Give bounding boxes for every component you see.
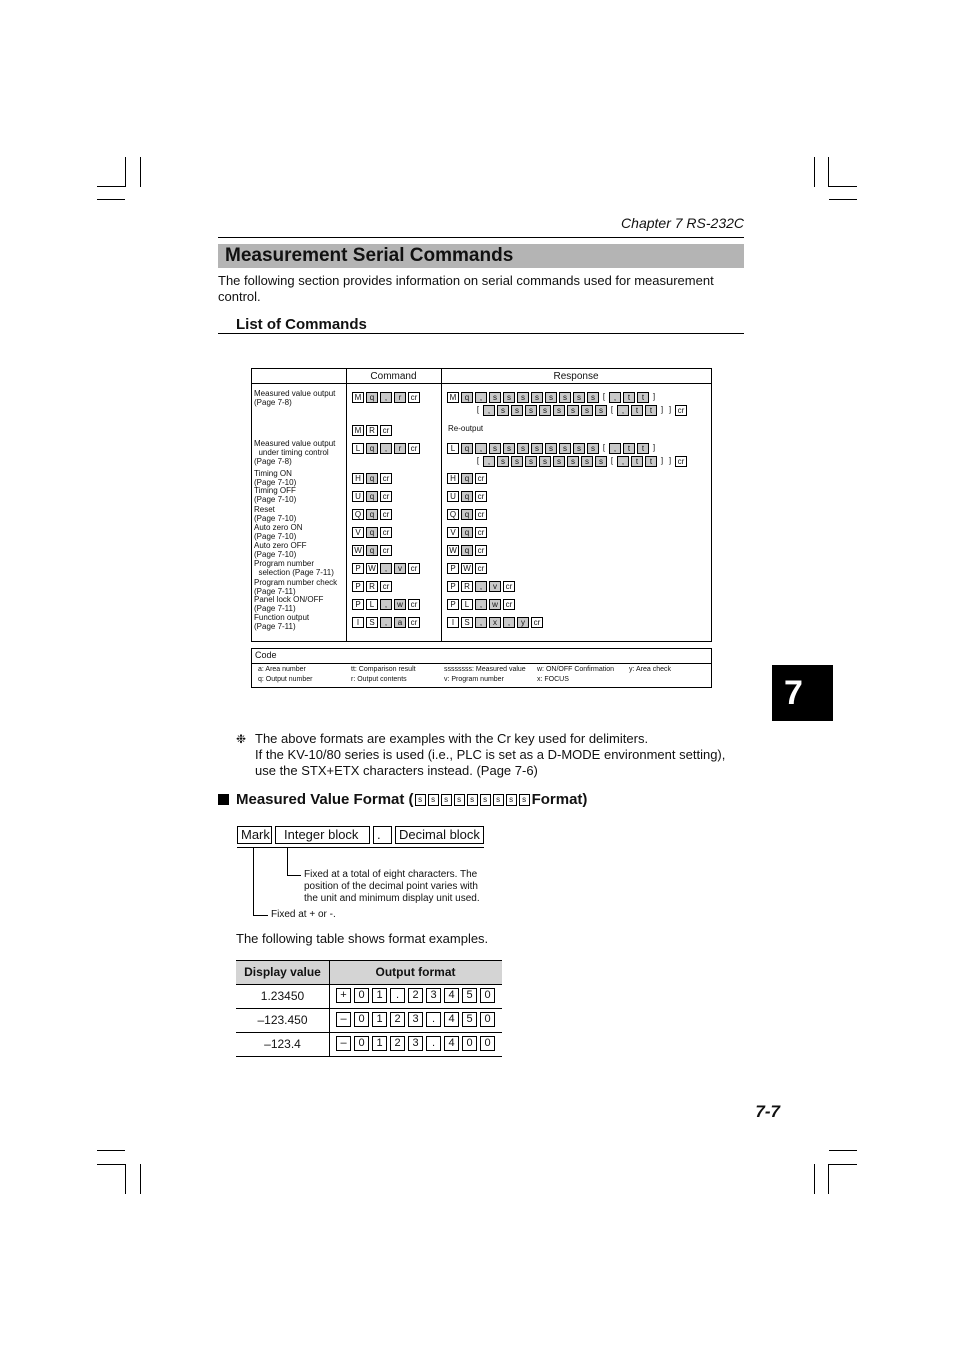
key-cell: cr (408, 392, 420, 403)
note-line: The above formats are examples with the Cr key used for delimiters. (255, 731, 649, 746)
s-cell: s (519, 794, 530, 806)
display-value-cell: –123.4 (264, 1037, 301, 1051)
key-cell: cr (475, 509, 487, 520)
key-sequence (447, 544, 489, 556)
command-row-label: Timing OFF (Page 7-10) (254, 486, 297, 504)
key-cell: q (461, 491, 473, 502)
output-format-cells (336, 1012, 498, 1027)
command-row-label: Panel lock ON/OFF (Page 7-11) (254, 595, 324, 613)
key-cell: s (531, 443, 543, 454)
crop-mark (97, 1150, 125, 1151)
crop-mark (829, 1150, 857, 1151)
key-cell: [ (602, 391, 606, 401)
key-cell: cr (475, 527, 487, 538)
key-cell: cr (531, 617, 543, 628)
key-cell: V (447, 527, 459, 538)
digit-cell: 1 (372, 1036, 387, 1051)
key-cell: w (394, 599, 406, 610)
key-sequence (447, 616, 545, 628)
code-item: y: Area check (629, 666, 672, 673)
key-cell: t (623, 392, 635, 403)
key-cell: s (503, 392, 515, 403)
code-item: q: Output number (258, 676, 313, 683)
digit-cell: 3 (408, 1012, 423, 1027)
key-cell: M (352, 392, 364, 403)
key-cell: ] (652, 391, 656, 401)
key-cell: s (553, 456, 565, 467)
command-row-label: Measured value output (Page 7-8) (254, 389, 336, 407)
s-cell: s (506, 794, 517, 806)
key-cell: S (366, 617, 378, 628)
key-cell: Q (352, 509, 364, 520)
s-cell: s (454, 794, 465, 806)
key-cell: q (461, 527, 473, 538)
key-cell: P (447, 563, 459, 574)
key-cell: s (539, 456, 551, 467)
key-cell: L (447, 443, 459, 454)
format-integer-box: Integer block (275, 826, 370, 844)
key-sequence (352, 616, 422, 628)
digit-cell: 0 (480, 988, 495, 1003)
s-cell: s (467, 794, 478, 806)
key-cell: cr (380, 545, 392, 556)
note-mark: ❉ (236, 732, 247, 746)
key-cell: q (461, 509, 473, 520)
key-sequence (352, 580, 394, 592)
crop-mark (828, 157, 829, 187)
key-cell: q (461, 443, 473, 454)
code-item: a: Area number (258, 666, 306, 673)
key-cell: R (366, 581, 378, 592)
key-cell: cr (380, 527, 392, 538)
key-cell: s (511, 405, 523, 416)
crop-mark (125, 1164, 126, 1194)
digit-cell: 0 (480, 1036, 495, 1051)
command-row-label: Program number check (Page 7-11) (254, 578, 338, 596)
key-cell: , (475, 599, 487, 610)
key-cell: t (637, 443, 649, 454)
key-cell: s (525, 405, 537, 416)
key-cell: x (489, 617, 501, 628)
key-cell: cr (503, 581, 515, 592)
col-output-header: Output format (375, 965, 456, 979)
key-sequence (447, 404, 689, 416)
key-cell: t (623, 443, 635, 454)
col-display-header: Display value (244, 965, 321, 979)
key-cell: P (447, 581, 459, 592)
header-rule (218, 237, 744, 238)
key-cell: P (447, 599, 459, 610)
key-sequence (447, 526, 489, 538)
key-cell: ] (660, 455, 664, 465)
key-cell: cr (475, 563, 487, 574)
command-row-label: Auto zero ON (Page 7-10) (254, 523, 303, 541)
format-dot-box: . (373, 826, 392, 844)
key-cell: H (352, 473, 364, 484)
key-cell: S (461, 617, 473, 628)
key-cell: s (531, 392, 543, 403)
key-cell: ] (660, 404, 664, 414)
key-cell: I (352, 617, 364, 628)
key-cell: cr (408, 617, 420, 628)
key-cell: q (461, 473, 473, 484)
key-sequence (447, 391, 659, 403)
digit-cell: 4 (444, 1012, 459, 1027)
key-cell: s (581, 456, 593, 467)
digit-cell: 5 (462, 988, 477, 1003)
key-cell: [ (610, 455, 614, 465)
key-cell: s (587, 392, 599, 403)
key-cell: cr (675, 405, 687, 416)
key-cell: P (352, 599, 364, 610)
key-cell: s (567, 405, 579, 416)
key-cell: , (380, 563, 392, 574)
command-row-label: Measured value output under timing control (Page 7-8) (254, 439, 336, 466)
key-sequence (447, 508, 489, 520)
display-value-cell: 1.23450 (260, 989, 305, 1003)
key-sequence (447, 562, 489, 574)
s-cell: s (428, 794, 439, 806)
code-item: x: FOCUS (537, 676, 569, 683)
key-cell: , (380, 599, 392, 610)
key-cell: q (366, 509, 378, 520)
key-cell: s (511, 456, 523, 467)
key-sequence (352, 526, 394, 538)
key-cell: s (581, 405, 593, 416)
crop-mark (97, 199, 125, 200)
digit-cell: 0 (462, 1036, 477, 1051)
key-cell: , (380, 617, 392, 628)
key-cell: , (617, 456, 629, 467)
crop-mark (829, 1164, 857, 1165)
key-cell: W (366, 563, 378, 574)
key-cell: s (525, 456, 537, 467)
key-cell: L (461, 599, 473, 610)
key-cell: cr (408, 443, 420, 454)
key-cell: q (366, 443, 378, 454)
key-cell: s (545, 392, 557, 403)
key-cell: L (352, 443, 364, 454)
command-row-label: Auto zero OFF (Page 7-10) (254, 541, 307, 559)
digit-cell: 1 (372, 988, 387, 1003)
digit-cell: 5 (462, 1012, 477, 1027)
key-sequence (352, 562, 422, 574)
digit-cell: . (426, 1036, 441, 1051)
key-cell: H (447, 473, 459, 484)
note-line: If the KV-10/80 series is used (i.e., PLC is set as a D-MODE environment setting), (255, 747, 726, 762)
key-cell: cr (675, 456, 687, 467)
intro-text: The following section provides information on serial commands used for measurement control. (218, 273, 714, 304)
code-item: v: Program number (444, 676, 504, 683)
key-sequence (447, 598, 517, 610)
code-item: tt: Comparison result (351, 666, 416, 673)
key-cell: R (366, 425, 378, 436)
output-format-cells (336, 988, 498, 1003)
key-cell: s (539, 405, 551, 416)
key-cell: r (394, 443, 406, 454)
key-cell: s (587, 443, 599, 454)
key-cell: , (483, 456, 495, 467)
chapter-header: Chapter 7 RS-232C (621, 215, 744, 231)
crop-mark (814, 1164, 815, 1194)
key-cell: cr (475, 491, 487, 502)
crop-mark (140, 157, 141, 187)
fixed-sign-note: Fixed at + or -. (271, 909, 336, 920)
key-cell: , (617, 405, 629, 416)
key-cell: s (573, 443, 585, 454)
key-cell: q (366, 473, 378, 484)
key-sequence (447, 455, 689, 467)
display-value-cell: –123.450 (257, 1013, 308, 1027)
digit-cell: 0 (354, 1036, 369, 1051)
digit-cell: 2 (390, 1036, 405, 1051)
digit-cell: 0 (354, 988, 369, 1003)
digit-cell: . (426, 1012, 441, 1027)
measured-value-format-title (218, 791, 587, 808)
digit-cell: 4 (444, 988, 459, 1003)
key-cell: s (489, 392, 501, 403)
page-number: 7-7 (755, 1102, 780, 1121)
key-cell: U (352, 491, 364, 502)
digit-cell: 1 (372, 1012, 387, 1027)
command-row-label: Function output (Page 7-11) (254, 613, 310, 631)
s-cell: s (480, 794, 491, 806)
digit-cell: – (336, 1012, 351, 1027)
key-cell: q (461, 392, 473, 403)
format-decimal-box: Decimal block (395, 826, 484, 844)
digit-cell: 0 (354, 1012, 369, 1027)
key-cell: , (483, 405, 495, 416)
key-cell: a (394, 617, 406, 628)
key-cell: s (517, 443, 529, 454)
key-cell: L (366, 599, 378, 610)
key-cell: cr (475, 545, 487, 556)
bullet-square-icon (218, 794, 229, 805)
crop-mark (125, 157, 126, 187)
crop-mark (829, 186, 857, 187)
key-cell: s (545, 443, 557, 454)
key-sequence (352, 472, 394, 484)
key-cell: I (447, 617, 459, 628)
key-cell: , (380, 443, 392, 454)
key-cell: ] (668, 455, 672, 465)
key-cell: t (645, 405, 657, 416)
key-cell: t (637, 392, 649, 403)
key-cell: V (352, 527, 364, 538)
key-cell: q (366, 545, 378, 556)
crop-mark (97, 186, 125, 187)
digit-cell: – (336, 1036, 351, 1051)
code-item: w: ON/OFF Confirmation (537, 666, 615, 673)
digit-cell: 2 (390, 1012, 405, 1027)
key-cell: s (595, 405, 607, 416)
key-cell: v (394, 563, 406, 574)
key-cell: s (595, 456, 607, 467)
key-cell: q (366, 392, 378, 403)
command-row-label: Program number selection (Page 7-11) (254, 559, 334, 577)
command-table (251, 368, 712, 642)
command-row-label: Timing ON (Page 7-10) (254, 469, 297, 487)
code-item: ssssssss: Measured value (444, 666, 526, 673)
key-cell: t (631, 456, 643, 467)
key-cell: M (352, 425, 364, 436)
key-cell: w (489, 599, 501, 610)
digit-cell: 4 (444, 1036, 459, 1051)
key-cell: s (489, 443, 501, 454)
digit-cell: 2 (408, 988, 423, 1003)
key-cell: cr (380, 509, 392, 520)
key-cell: cr (408, 599, 420, 610)
key-cell: [ (476, 404, 480, 414)
key-cell: , (475, 617, 487, 628)
key-cell: s (517, 392, 529, 403)
key-cell: cr (380, 581, 392, 592)
key-cell: s (573, 392, 585, 403)
key-sequence (352, 508, 394, 520)
key-cell: W (352, 545, 364, 556)
key-cell: , (475, 581, 487, 592)
section-title: Measurement Serial Commands (218, 244, 744, 268)
key-cell: U (447, 491, 459, 502)
key-cell: q (366, 491, 378, 502)
code-item: r: Output contents (351, 676, 407, 683)
key-cell: cr (380, 425, 392, 436)
key-cell: s (497, 456, 509, 467)
chapter-tab: 7 (772, 665, 833, 721)
digit-cell: 3 (426, 988, 441, 1003)
command-row-label: Reset (Page 7-10) (254, 505, 297, 523)
key-cell: Q (447, 509, 459, 520)
mv-title-pre: Measured Value Format ( (236, 791, 414, 808)
key-cell: cr (380, 491, 392, 502)
key-cell: [ (610, 404, 614, 414)
crop-mark (828, 1164, 829, 1194)
key-sequence (352, 424, 394, 436)
list-of-commands-title: List of Commands (236, 316, 367, 333)
code-title: Code (255, 650, 277, 660)
key-cell: , (475, 443, 487, 454)
key-cell: [ (602, 442, 606, 452)
col-command-header: Command (370, 371, 417, 382)
s-cell: s (493, 794, 504, 806)
key-cell: t (645, 456, 657, 467)
key-cell: s (503, 443, 515, 454)
fixed-eight-note: Fixed at a total of eight characters. The position of the decimal point varies with the unit and minimum display unit used. (304, 869, 480, 904)
crop-mark (814, 157, 815, 187)
digit-cell: . (390, 988, 405, 1003)
key-cell: M (447, 392, 459, 403)
crop-mark (140, 1164, 141, 1194)
key-cell: s (567, 456, 579, 467)
key-sequence (352, 490, 394, 502)
key-cell: ] (668, 404, 672, 414)
key-cell: q (461, 545, 473, 556)
key-cell: P (352, 581, 364, 592)
follow-text: The following table shows format examples. (236, 931, 489, 946)
key-cell: cr (475, 473, 487, 484)
key-cell: W (461, 563, 473, 574)
key-cell: ] (652, 442, 656, 452)
key-cell: s (559, 392, 571, 403)
key-cell: q (366, 527, 378, 538)
key-sequence (352, 442, 422, 454)
col-response-header: Response (553, 371, 599, 382)
key-cell: s (497, 405, 509, 416)
s-cell: s (441, 794, 452, 806)
key-cell: cr (408, 563, 420, 574)
reoutput-label: Re-output (448, 424, 484, 433)
note-line: use the STX+ETX characters instead. (Page 7-6) (255, 763, 538, 778)
key-cell: , (609, 392, 621, 403)
key-cell: cr (380, 473, 392, 484)
key-cell: [ (476, 455, 480, 465)
s-cell: s (415, 794, 426, 806)
code-box (251, 648, 712, 688)
key-sequence (447, 490, 489, 502)
note-text (255, 731, 755, 779)
key-cell: R (461, 581, 473, 592)
key-cell: , (503, 617, 515, 628)
key-sequence (447, 442, 659, 454)
key-sequence (352, 598, 422, 610)
key-sequence (447, 472, 489, 484)
key-cell: P (352, 563, 364, 574)
key-cell: t (631, 405, 643, 416)
key-cell: , (609, 443, 621, 454)
format-mark-box: Mark (237, 826, 272, 844)
key-sequence (352, 544, 394, 556)
key-cell: , (380, 392, 392, 403)
digit-cell: + (336, 988, 351, 1003)
digit-cell: 3 (408, 1036, 423, 1051)
key-cell: , (475, 392, 487, 403)
key-sequence (352, 391, 422, 403)
mv-title-post: Format) (531, 791, 588, 808)
subtitle-rule (218, 333, 744, 334)
key-cell: r (394, 392, 406, 403)
key-cell: v (489, 581, 501, 592)
key-cell: y (517, 617, 529, 628)
output-format-cells (336, 1036, 498, 1051)
key-cell: cr (503, 599, 515, 610)
key-sequence (447, 580, 517, 592)
crop-mark (97, 1164, 125, 1165)
crop-mark (829, 199, 857, 200)
digit-cell: 0 (480, 1012, 495, 1027)
key-cell: s (559, 443, 571, 454)
key-cell: s (553, 405, 565, 416)
key-cell: W (447, 545, 459, 556)
